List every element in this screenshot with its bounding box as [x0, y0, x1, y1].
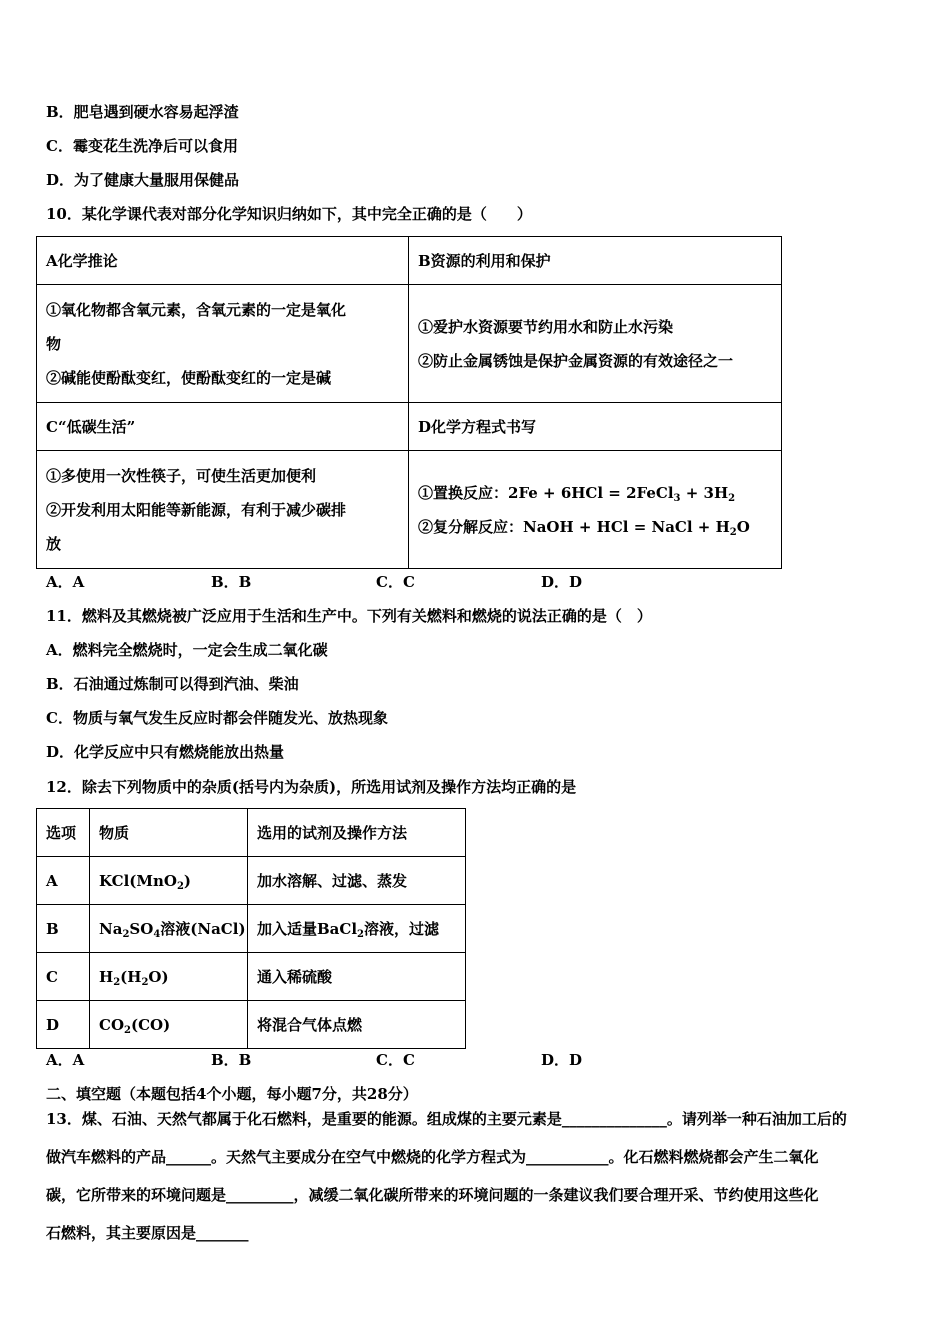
q12-row-c-substance: $H_2(H_2O)$: [90, 953, 248, 1001]
q13-line-2: 做汽车燃料的产品______。天然气主要成分在空气中燃烧的化学方程式为___________。化石燃料燃烧都会产生二氧化: [46, 1148, 819, 1166]
q10-c-line-1: ①多使用一次性筷子，可使生活更加便利: [46, 466, 317, 485]
section-2-title: 二、填空题（本题包括4个小题，每小题7分，共28分）: [46, 1085, 418, 1103]
q10-option-d: D．D: [541, 573, 583, 591]
q12-row-a-option: A: [37, 857, 90, 905]
q10-d-line-1: ①置换反应：2Fe + 6HCl = 2FeCl$_3$ + $3H_2$: [418, 483, 736, 504]
q11-stem: 11．燃料及其燃烧被广泛应用于生活和生产中。下列有关燃料和燃烧的说法正确的是（ ）: [46, 607, 652, 625]
q12-row-a-method: 加水溶解、过滤、蒸发: [248, 857, 466, 905]
q10-cell-d-header: D化学方程式书写: [409, 403, 782, 451]
q12-row-d-option: D: [37, 1001, 90, 1049]
q12-table: [36, 808, 466, 1049]
q11-option-c: C．物质与氧气发生反应时都会伴随发光、放热现象: [46, 709, 388, 727]
q12-row-c-option: C: [37, 953, 90, 1001]
q11-option-d: D．化学反应中只有燃烧能放出热量: [46, 743, 285, 761]
q12-row-c-method: 通入稀硫酸: [248, 953, 466, 1001]
q10-cell-b-header: B资源的利用和保护: [409, 237, 782, 285]
q12-header-option: 选项: [37, 809, 90, 857]
q10-option-b: B．B: [211, 573, 252, 591]
q9-option-b: B．肥皂遇到硬水容易起浮渣: [46, 103, 239, 121]
q12-header-method: 选用的试剂及操作方法: [248, 809, 466, 857]
q10-c-line-3: 放: [46, 534, 62, 553]
q12-row-b-method: 加入适量BaCl$_2$溶液，过滤: [248, 905, 466, 953]
q11-option-a: A．燃料完全燃烧时，一定会生成二氧化碳: [46, 641, 328, 659]
q10-b-line-2: ②防止金属锈蚀是保护金属资源的有效途径之一: [418, 351, 734, 370]
q12-row-b-substance: $Na_2SO_4$溶液(NaCl): [90, 905, 248, 953]
q10-b-line-1: ①爱护水资源要节约用水和防止水污染: [418, 317, 674, 336]
q12-option-d: D．D: [541, 1051, 583, 1069]
q12-option-b: B．B: [211, 1051, 252, 1069]
q10-cell-c-body: [37, 451, 409, 569]
q10-cell-a-body: [37, 285, 409, 403]
q13-line-1: 13．煤、石油、天然气都属于化石燃料，是重要的能源。组成煤的主要元素是______________。请列举一种石油加工后的: [46, 1110, 847, 1128]
q10-cell-c-header: C“低碳生活”: [37, 403, 409, 451]
q10-a-line-1: ①氧化物都含氧元素，含氧元素的一定是氧化: [46, 300, 347, 319]
q10-option-c: C．C: [376, 573, 415, 591]
q13-line-4: 石燃料，其主要原因是_______: [46, 1224, 249, 1242]
q12-row-a-substance: KCl(MnO$_2$): [90, 857, 248, 905]
q10-table: [36, 236, 782, 569]
q10-d-line-2: ②复分解反应：NaOH + HCl = NaCl + $H_2O$: [418, 517, 750, 538]
q12-row-b-option: B: [37, 905, 90, 953]
table-row: [37, 905, 466, 953]
q10-cell-b-body: [409, 285, 782, 403]
q12-option-c: C．C: [376, 1051, 415, 1069]
q12-row-d-substance: $CO_2(CO)$: [90, 1001, 248, 1049]
q12-option-a: A．A: [46, 1051, 85, 1069]
q11-option-b: B．石油通过炼制可以得到汽油、柴油: [46, 675, 299, 693]
q12-stem: 12．除去下列物质中的杂质(括号内为杂质)，所选用试剂及操作方法均正确的是: [46, 778, 577, 796]
q10-c-line-2: ②开发利用太阳能等新能源，有利于减少碳排: [46, 500, 347, 519]
q9-option-d: D．为了健康大量服用保健品: [46, 171, 240, 189]
table-row: [37, 1001, 466, 1049]
q10-a-line-3: ②碱能使酚酞变红，使酚酞变红的一定是碱: [46, 368, 332, 387]
q12-row-d-method: 将混合气体点燃: [248, 1001, 466, 1049]
q9-option-c: C．霉变花生洗净后可以食用: [46, 137, 238, 155]
q10-cell-a-header: A化学推论: [37, 237, 409, 285]
table-row: [37, 953, 466, 1001]
q13-line-3: 碳，它所带来的环境问题是_________，减缓二氧化碳所带来的环境问题的一条建议我们要合理开采、节约使用这些化: [46, 1186, 819, 1204]
table-row: [37, 857, 466, 905]
q10-option-a: A．A: [46, 573, 85, 591]
q12-header-substance: 物质: [90, 809, 248, 857]
q10-stem: 10．某化学课代表对部分化学知识归纳如下，其中完全正确的是（ ）: [46, 205, 532, 223]
q10-cell-d-body: [409, 451, 782, 569]
q10-a-line-2: 物: [46, 334, 62, 353]
